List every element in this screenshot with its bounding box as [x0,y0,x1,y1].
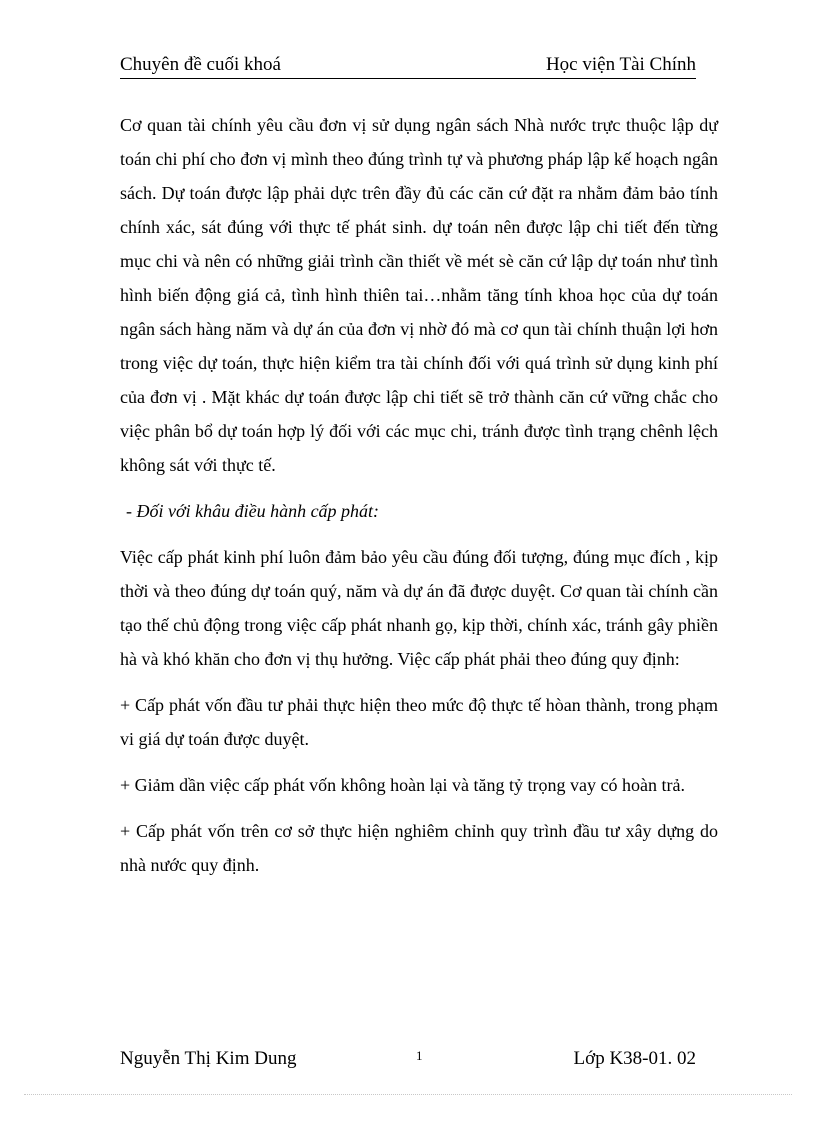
paragraph-allocation: Việc cấp phát kinh phí luôn đảm bảo yêu cầu đúng đối tượng, đúng mục đích , kịp thời và theo đúng dự toán quý, năm và dự án đã được duyệt. Cơ quan tài chính cần tạo thế chủ động trong việc cấp phát nhanh gọ, kịp thời, chính xác, tránh gây phiền hà và khó khăn cho đơn vị thụ hưởng. Việc cấp phát phải theo đúng quy định: [120,547,718,669]
document-body [120,108,718,882]
header-institution: Học viện Tài Chính [545,54,696,75]
list-item-grants: + Giảm dần việc cấp phát vốn không hoàn lại và tăng tỷ trọng vay có hoàn trả. [120,775,685,795]
page-footer [120,1048,696,1078]
paragraph-budget-estimate: Cơ quan tài chính yêu cầu đơn vị sử dụng ngân sách Nhà nước trực thuộc lập dự toán chi phí cho đơn vị mình theo đúng trình tự và phương pháp lập kế hoạch ngân sách. Dự toán được lập phải dực trên đầy đủ các căn cứ đặt ra nhằm đảm bảo tính chính xác, sát đúng với thực tế phát sinh. dự toán nên được lập chi tiết đến từng mục chi và nên có những giải trình cần thiết về mét sè căn cứ lập dự toán như tình hình biến động giá cả, tình hình thiên tai…nhằm tăng tính khoa học của dự toán ngân sách hàng năm và dự án của đơn vị nhờ đó mà cơ qun tài chính thuận lợi hơn trong việc dự toán, thực hiện kiểm tra tài chính đối với quá trình sử dụng kinh phí của đơn vị . Mặt khác dự toán được lập chi tiết sẽ trở thành căn cứ vững chắc cho việc phân bổ dự toán hợp lý đối với các mục chi, tránh được tình trạng chênh lệch không sát với thực tế. [120,115,718,475]
list-item-procedure: + Cấp phát vốn trên cơ sở thực hiện nghiêm chỉnh quy trình đầu tư xây dựng do nhà nước quy định. [120,821,718,875]
header-document-title: Chuyên đề cuối khoá [120,54,281,75]
page-header [120,52,696,79]
footer-class-code: Lớp K38-01. 02 [573,1048,696,1069]
footer-author: Nguyễn Thị Kim Dung [120,1048,297,1069]
page-number: 1 [416,1048,423,1063]
list-item-investment: + Cấp phát vốn đầu tư phải thực hiện theo mức độ thực tế hòan thành, trong phạm vi giá dự toán được duyệt. [120,695,718,749]
section-heading-allocation: - Đối với khâu điều hành cấp phát: [126,501,380,521]
page-bottom-divider [24,1094,792,1095]
